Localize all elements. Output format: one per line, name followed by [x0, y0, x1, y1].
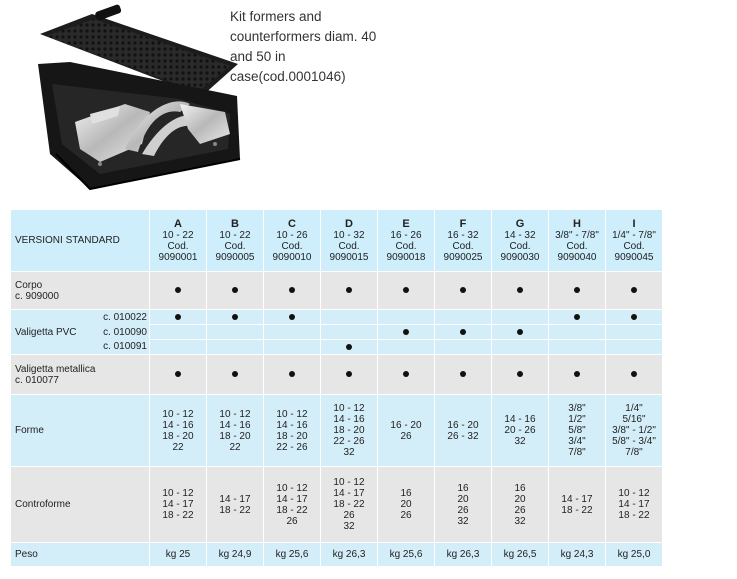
- column-letter: F: [459, 218, 467, 230]
- forme-value: 1/4" 5/16" 3/8" - 1/2" 5/8" - 3/4" 7/8": [606, 395, 663, 467]
- forme-value: 3/8" 1/2" 5/8" 3/4" 7/8": [549, 395, 606, 467]
- forme-label: Forme: [11, 395, 150, 467]
- column-header: [207, 210, 264, 272]
- controforme-value: 10 - 12 14 - 17 18 - 22 26: [264, 467, 321, 543]
- metallica-cell: [492, 355, 549, 395]
- bullet-mark: [175, 314, 181, 320]
- pvc-cell: [264, 325, 321, 340]
- forme-value: 10 - 12 14 - 16 18 - 20 22 - 26: [264, 395, 321, 467]
- pvc-cell: [207, 325, 264, 340]
- corpo-cell: [150, 272, 207, 310]
- controforme-value: 14 - 17 18 - 22: [207, 467, 264, 543]
- forme-value: 10 - 12 14 - 16 18 - 20 22: [207, 395, 264, 467]
- corpo-cell: [492, 272, 549, 310]
- peso-value: kg 25,6: [264, 543, 321, 567]
- forme-row: [11, 395, 663, 467]
- column-letter: B: [231, 218, 239, 230]
- column-code: 9090001: [158, 252, 198, 263]
- peso-value: kg 24,9: [207, 543, 264, 567]
- bullet-mark: [631, 314, 637, 320]
- header-row: [11, 210, 663, 272]
- metallica-cell: [378, 355, 435, 395]
- pvc-code-0: c. 010022: [103, 312, 147, 323]
- metallica-cell: [207, 355, 264, 395]
- pvc-cell: [321, 340, 378, 355]
- forme-value: 16 - 20 26: [378, 395, 435, 467]
- bullet-mark: [232, 371, 238, 377]
- column-header: [150, 210, 207, 272]
- controforme-value: 10 - 12 14 - 17 18 - 22: [150, 467, 207, 543]
- pvc-cell: [435, 310, 492, 325]
- pvc-cell: [492, 340, 549, 355]
- corpo-cell: [378, 272, 435, 310]
- column-code: 9090030: [500, 252, 540, 263]
- valigetta-metallica-label: Valigetta metallica c. 010077: [11, 355, 150, 395]
- bullet-mark: [403, 287, 409, 293]
- spec-table: [11, 210, 663, 567]
- pvc-cell: [606, 325, 663, 340]
- column-code: 9090015: [329, 252, 369, 263]
- column-letter: E: [402, 218, 410, 230]
- column-cod: Cod.: [509, 241, 531, 252]
- corpo-cell: [435, 272, 492, 310]
- controforme-value: 16 20 26 32: [492, 467, 549, 543]
- controforme-label: Controforme: [11, 467, 150, 543]
- corpo-cell: [207, 272, 264, 310]
- peso-value: kg 26,3: [435, 543, 492, 567]
- product-photo: [30, 4, 245, 194]
- bullet-mark: [289, 371, 295, 377]
- pvc-cell: [264, 340, 321, 355]
- pvc-cell: [207, 310, 264, 325]
- column-range: 14 - 32: [504, 230, 536, 241]
- bullet-mark: [175, 371, 181, 377]
- peso-value: kg 25: [150, 543, 207, 567]
- corpo-cell: [321, 272, 378, 310]
- column-code: 9090025: [443, 252, 483, 263]
- pvc-cell: [492, 325, 549, 340]
- metallica-cell: [150, 355, 207, 395]
- pvc-code-2: c. 010091: [103, 341, 147, 352]
- column-header: [321, 210, 378, 272]
- controforme-row: [11, 467, 663, 543]
- column-header: [549, 210, 606, 272]
- pvc-cell: [549, 310, 606, 325]
- column-cod: Cod.: [224, 241, 246, 252]
- pvc-cell: [606, 340, 663, 355]
- pvc-cell: [378, 325, 435, 340]
- column-range: 10 - 26: [276, 230, 308, 241]
- metallica-cell: [606, 355, 663, 395]
- valigetta-metallica-row: [11, 355, 663, 395]
- peso-value: kg 24,3: [549, 543, 606, 567]
- pvc-cell: [492, 310, 549, 325]
- bullet-mark: [517, 329, 523, 335]
- column-code: 9090040: [557, 252, 597, 263]
- column-letter: H: [573, 218, 581, 230]
- bullet-mark: [631, 371, 637, 377]
- column-header: [606, 210, 663, 272]
- forme-value: 10 - 12 14 - 16 18 - 20 22: [150, 395, 207, 467]
- header-label: VERSIONI STANDARD: [11, 210, 150, 272]
- pvc-cell: [150, 340, 207, 355]
- column-header: [492, 210, 549, 272]
- pvc-cell: [378, 340, 435, 355]
- column-letter: G: [515, 218, 525, 230]
- bullet-mark: [574, 314, 580, 320]
- pvc-cell: [435, 325, 492, 340]
- pvc-cell: [321, 325, 378, 340]
- pvc-cell: [435, 340, 492, 355]
- metallica-cell: [435, 355, 492, 395]
- column-cod: Cod.: [452, 241, 474, 252]
- pvc-row: [11, 310, 663, 325]
- column-letter: D: [345, 218, 353, 230]
- peso-label: Peso: [11, 543, 150, 567]
- forme-value: 10 - 12 14 - 16 18 - 20 22 - 26 32: [321, 395, 378, 467]
- controforme-value: 16 20 26 32: [435, 467, 492, 543]
- peso-value: kg 25,0: [606, 543, 663, 567]
- bullet-mark: [346, 344, 352, 350]
- corpo-label: Corpo c. 909000: [11, 272, 150, 310]
- column-range: 10 - 22: [219, 230, 251, 241]
- bullet-mark: [517, 287, 523, 293]
- metallica-cell: [549, 355, 606, 395]
- bullet-mark: [574, 287, 580, 293]
- column-range: 16 - 32: [447, 230, 479, 241]
- peso-value: kg 26,3: [321, 543, 378, 567]
- peso-value: kg 25,6: [378, 543, 435, 567]
- column-cod: Cod.: [395, 241, 417, 252]
- bullet-mark: [574, 371, 580, 377]
- bullet-mark: [460, 287, 466, 293]
- corpo-cell: [606, 272, 663, 310]
- pvc-cell: [549, 325, 606, 340]
- valigetta-pvc-label: Valigetta PVC: [15, 326, 77, 338]
- bullet-mark: [346, 287, 352, 293]
- column-header: [435, 210, 492, 272]
- column-range: 10 - 22: [162, 230, 194, 241]
- corpo-cell: [264, 272, 321, 310]
- column-letter: A: [174, 218, 182, 230]
- controforme-value: 10 - 12 14 - 17 18 - 22: [606, 467, 663, 543]
- column-header: [378, 210, 435, 272]
- bullet-mark: [232, 314, 238, 320]
- metallica-cell: [264, 355, 321, 395]
- corpo-cell: [549, 272, 606, 310]
- bullet-mark: [460, 329, 466, 335]
- column-code: 9090045: [614, 252, 654, 263]
- pvc-cell: [207, 340, 264, 355]
- column-code: 9090010: [272, 252, 312, 263]
- metallica-cell: [321, 355, 378, 395]
- pvc-cell: [264, 310, 321, 325]
- column-cod: Cod.: [281, 241, 303, 252]
- column-range: 3/8" - 7/8": [555, 230, 599, 241]
- pvc-cell: [606, 310, 663, 325]
- bullet-mark: [289, 314, 295, 320]
- forme-value: 16 - 20 26 - 32: [435, 395, 492, 467]
- bullet-mark: [631, 287, 637, 293]
- bullet-mark: [289, 287, 295, 293]
- bullet-mark: [403, 329, 409, 335]
- column-range: 16 - 26: [390, 230, 422, 241]
- column-range: 10 - 32: [333, 230, 365, 241]
- peso-value: kg 26,5: [492, 543, 549, 567]
- forme-value: 14 - 16 20 - 26 32: [492, 395, 549, 467]
- bullet-mark: [346, 371, 352, 377]
- pvc-cell: [378, 310, 435, 325]
- pvc-cell: [150, 325, 207, 340]
- corpo-row: [11, 272, 663, 310]
- column-letter: C: [288, 218, 296, 230]
- pvc-cell: [150, 310, 207, 325]
- controforme-value: 10 - 12 14 - 17 18 - 22 26 32: [321, 467, 378, 543]
- column-range: 1/4" - 7/8": [612, 230, 656, 241]
- bullet-mark: [232, 287, 238, 293]
- column-letter: I: [632, 218, 636, 230]
- column-code: 9090018: [386, 252, 426, 263]
- valigetta-pvc-cell: [11, 310, 150, 355]
- bullet-mark: [517, 371, 523, 377]
- pvc-cell: [549, 340, 606, 355]
- controforme-value: 14 - 17 18 - 22: [549, 467, 606, 543]
- bullet-mark: [403, 371, 409, 377]
- column-header: [264, 210, 321, 272]
- column-cod: Cod.: [338, 241, 360, 252]
- column-cod: Cod.: [623, 241, 645, 252]
- peso-row: [11, 543, 663, 567]
- pvc-cell: [321, 310, 378, 325]
- pvc-code-1: c. 010090: [103, 326, 147, 338]
- column-cod: Cod.: [566, 241, 588, 252]
- column-code: 9090005: [215, 252, 255, 263]
- bullet-mark: [175, 287, 181, 293]
- bullet-mark: [460, 371, 466, 377]
- product-caption: Kit formers and counterformers diam. 40 and 50 in case(cod.0001046): [230, 9, 377, 84]
- column-cod: Cod.: [167, 241, 189, 252]
- controforme-value: 16 20 26: [378, 467, 435, 543]
